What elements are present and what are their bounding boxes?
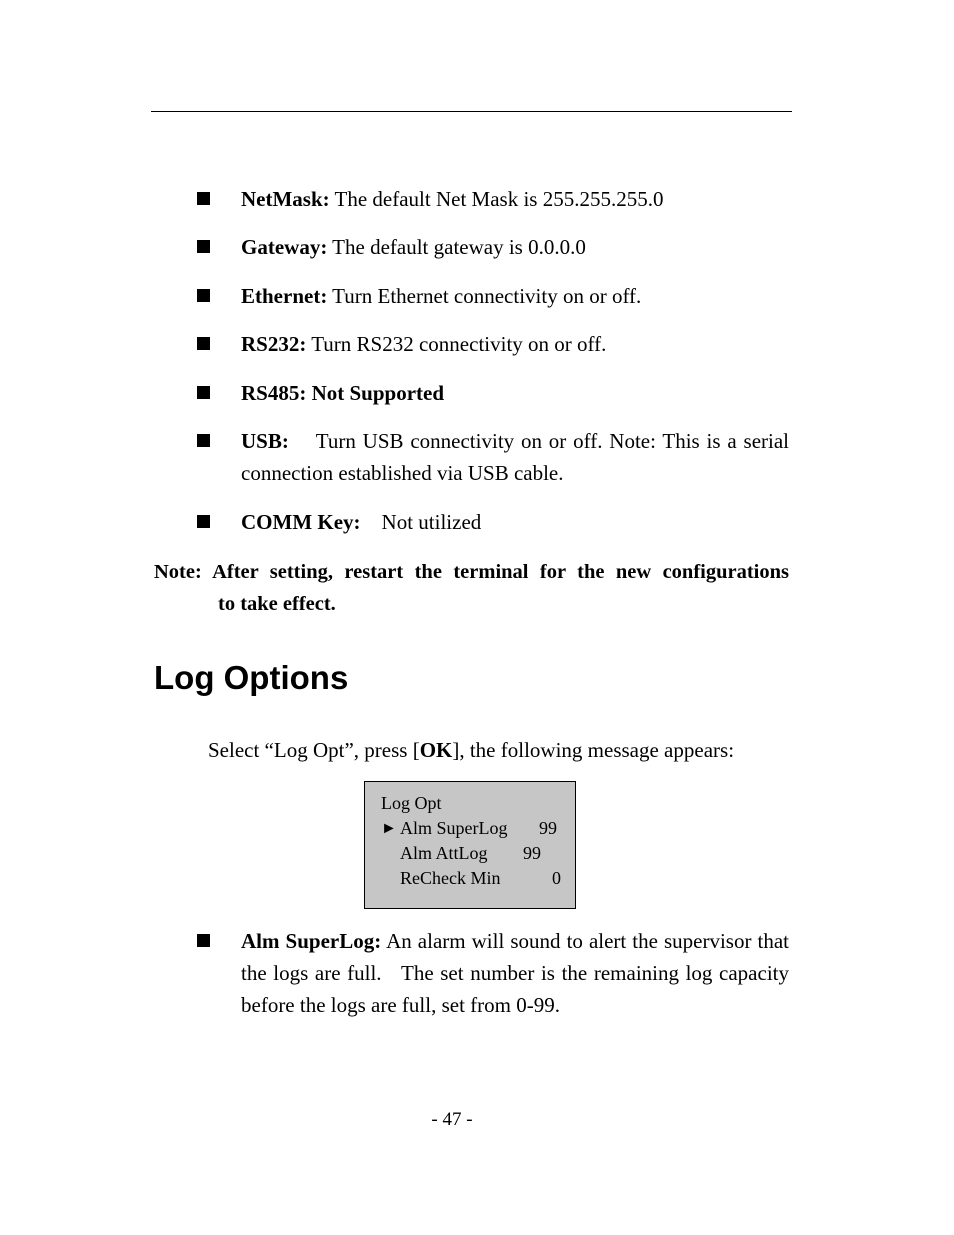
comm-key-text: Not utilized <box>360 510 482 534</box>
rs232-term: RS232: <box>241 332 307 356</box>
netmask-term: NetMask: <box>241 187 330 211</box>
square-bullet-icon <box>197 337 210 350</box>
gateway-text: The default gateway is 0.0.0.0 <box>327 235 586 259</box>
note-line-1: Note: After setting, restart the terminal for the new configurations <box>154 561 789 583</box>
usb-text: Turn USB connectivity on or off. Note: This is a serial connection established via USB cable. <box>241 429 795 485</box>
lcd-screen <box>364 781 576 909</box>
gateway-term: Gateway: <box>241 235 328 259</box>
selector-arrow-icon: ► <box>381 820 397 837</box>
lcd-row-label: Alm AttLog <box>400 843 488 863</box>
comm-key-term: COMM Key: <box>241 510 361 534</box>
square-bullet-icon <box>197 192 210 205</box>
lcd-title: Log Opt <box>381 793 442 813</box>
rs485-term: RS485: Not Supported <box>241 381 445 405</box>
square-bullet-icon <box>197 934 210 947</box>
square-bullet-icon <box>197 434 210 447</box>
lcd-row-label: Alm SuperLog <box>400 818 508 838</box>
section-title: Log Options <box>154 659 349 696</box>
alm-superlog-text: An alarm will sound to alert the supervisor that the logs are full. The set number is the remaining log capacity before the logs are full, set from 0-99. <box>241 929 795 1017</box>
note-line-2: to take effect. <box>218 593 336 615</box>
square-bullet-icon <box>197 515 210 528</box>
ethernet-text: Turn Ethernet connectivity on or off. <box>327 284 642 308</box>
ok-key: OK <box>419 738 453 762</box>
ethernet-term: Ethernet: <box>241 284 328 308</box>
lcd-row-value: 99 <box>523 843 541 863</box>
page-number: - 47 - <box>431 1109 473 1130</box>
square-bullet-icon <box>197 386 210 399</box>
intro-before: Select “Log Opt”, press [ <box>208 738 420 762</box>
intro-text <box>208 734 734 766</box>
intro-after: ], the following message appears: <box>452 738 735 762</box>
lcd-row-value: 99 <box>539 818 557 838</box>
header-rule <box>151 111 792 112</box>
lcd-row-label: ReCheck Min <box>400 868 501 888</box>
rs232-text: Turn RS232 connectivity on or off. <box>306 332 607 356</box>
square-bullet-icon <box>197 289 210 302</box>
usb-term: USB: <box>241 429 289 453</box>
netmask-text: The default Net Mask is 255.255.255.0 <box>329 187 664 211</box>
restart-note <box>154 556 789 620</box>
alm-superlog-term: Alm SuperLog: <box>241 929 382 953</box>
square-bullet-icon <box>197 240 210 253</box>
lcd-row-value: 0 <box>552 868 561 888</box>
